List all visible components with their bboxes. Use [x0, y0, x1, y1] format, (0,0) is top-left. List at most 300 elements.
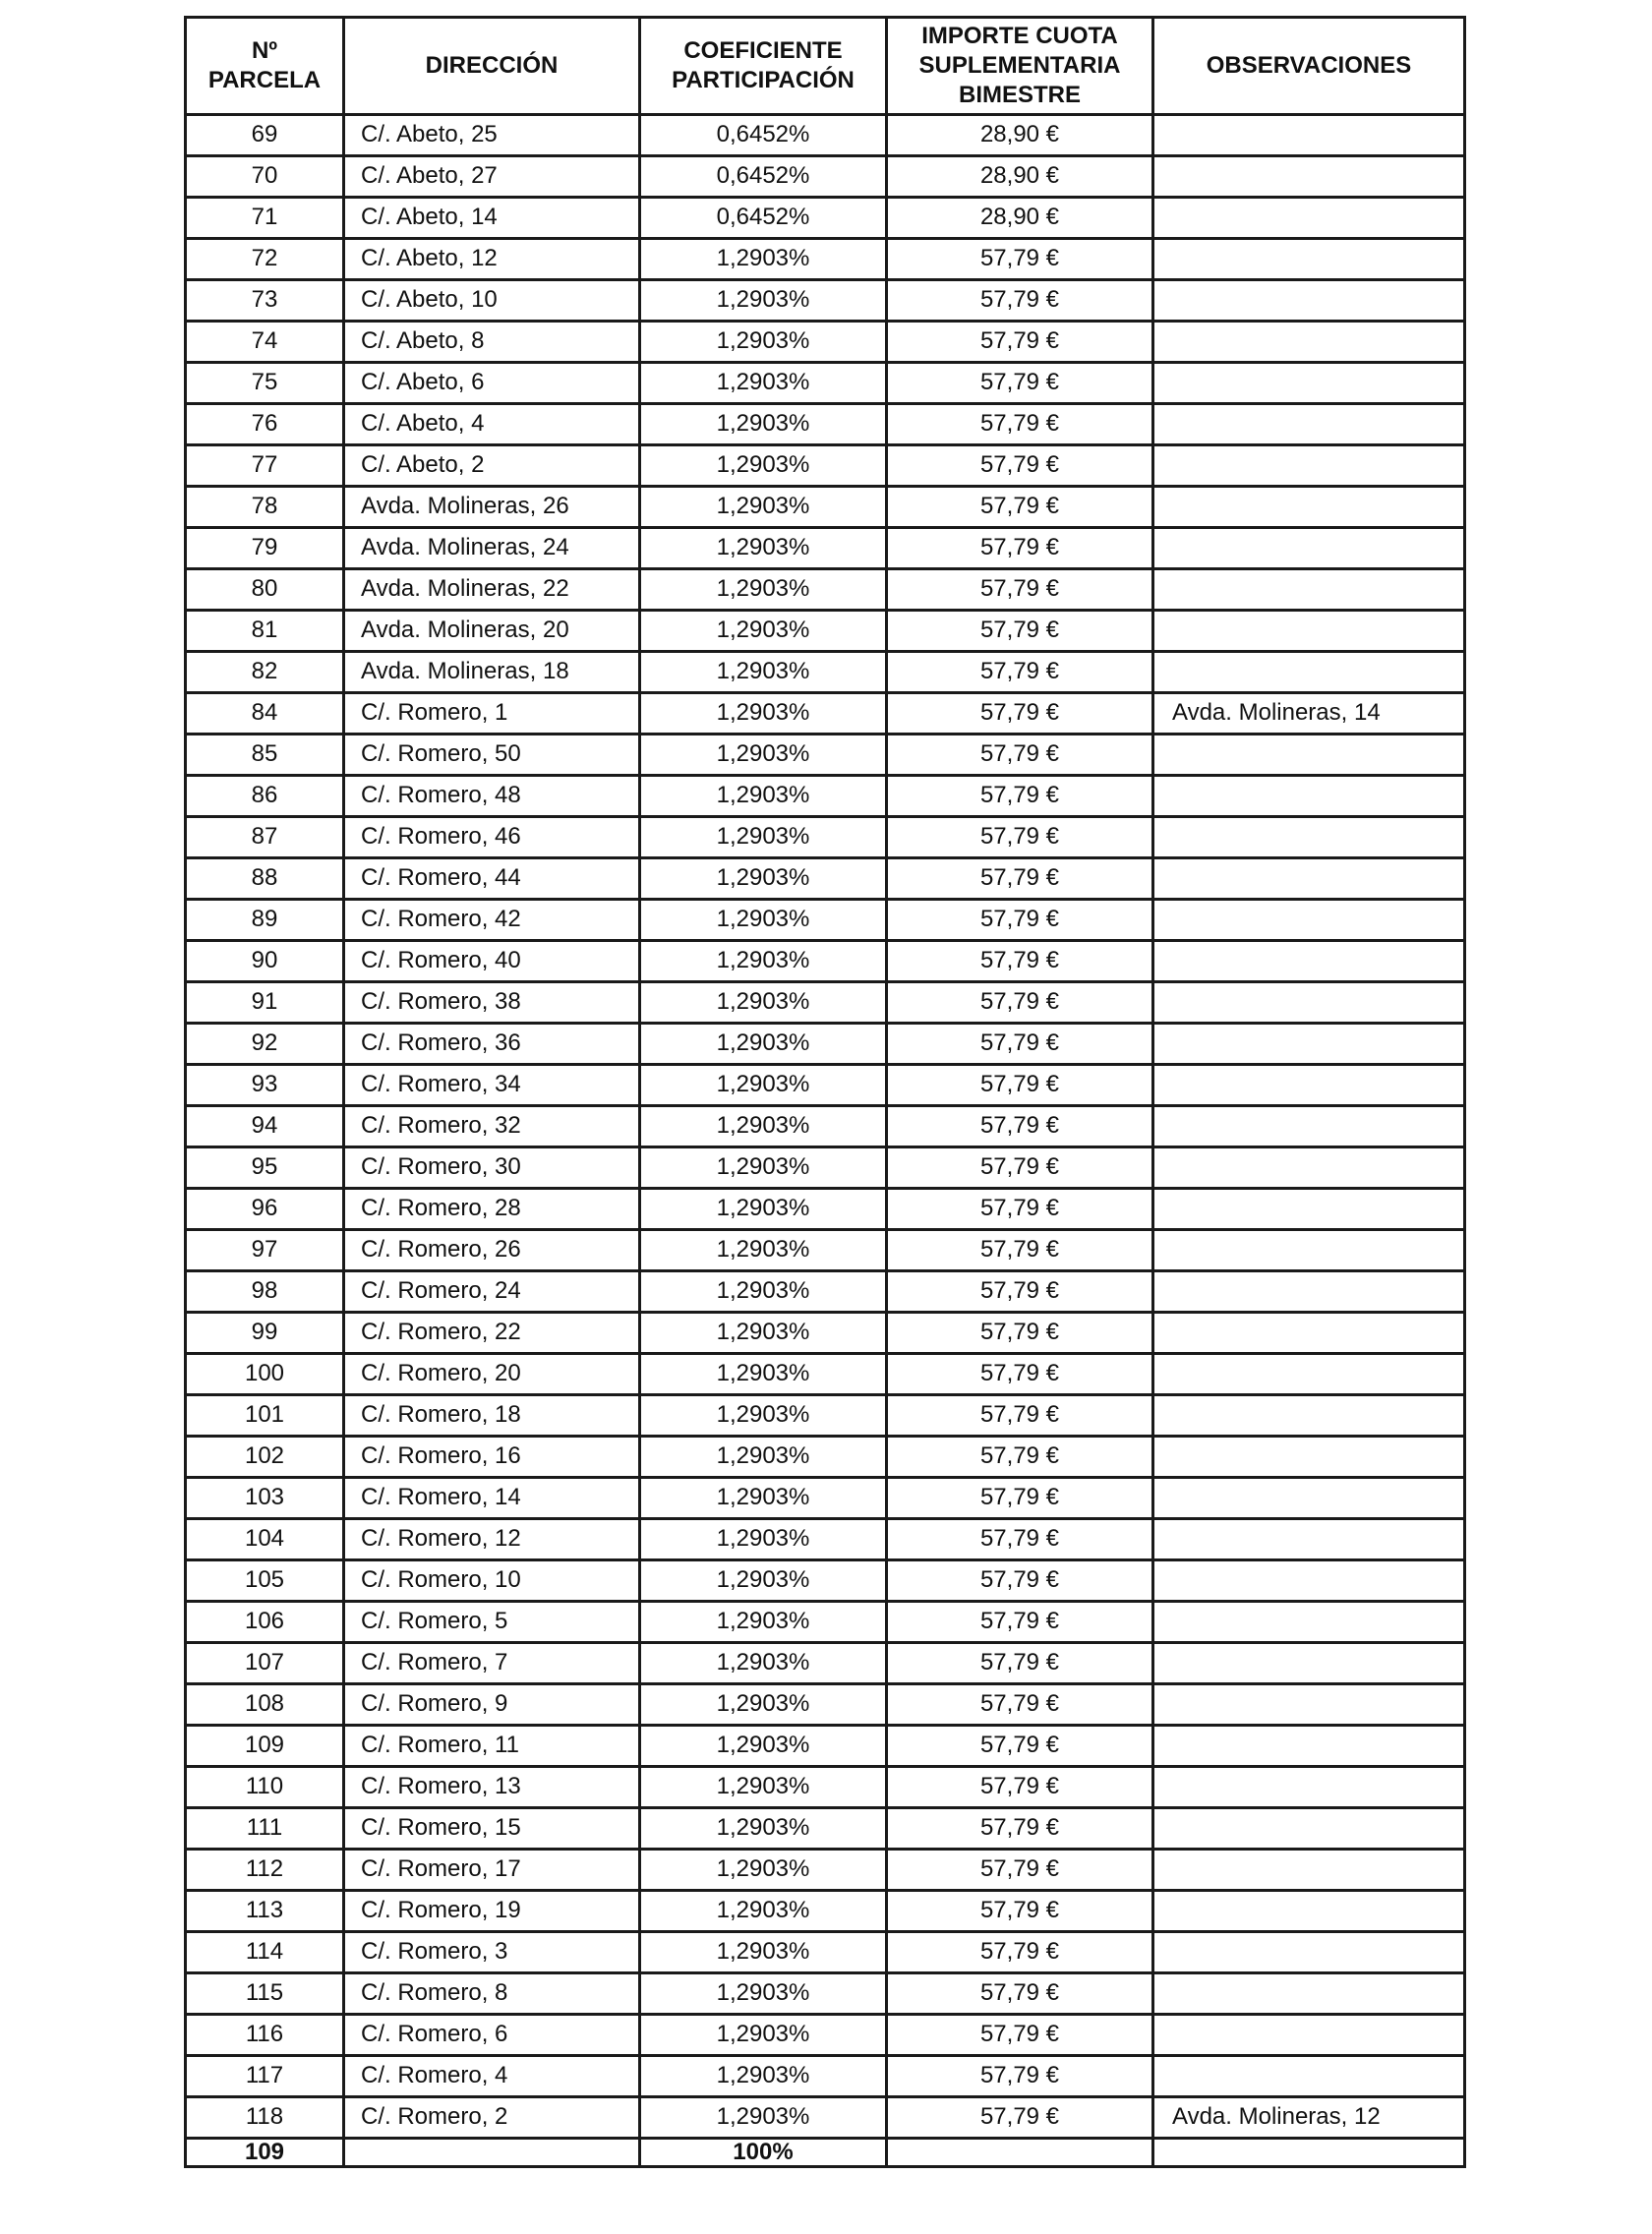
- table-row: [186, 1643, 1465, 1684]
- cell-observaciones: [1153, 322, 1465, 363]
- table-row: [186, 652, 1465, 693]
- table-row: [186, 569, 1465, 611]
- cell-importe: 57,79 €: [887, 569, 1153, 611]
- cell-importe: 57,79 €: [887, 1478, 1153, 1519]
- cell-observaciones: [1153, 198, 1465, 239]
- table-row: [186, 445, 1465, 487]
- cell-coeficiente: 1,2903%: [640, 1973, 887, 2015]
- cell-coeficiente: 1,2903%: [640, 1726, 887, 1767]
- table-row: [186, 1560, 1465, 1602]
- table-row: [186, 280, 1465, 322]
- cell-importe: 57,79 €: [887, 280, 1153, 322]
- table-row: [186, 2097, 1465, 2139]
- cell-importe: 57,79 €: [887, 1560, 1153, 1602]
- cell-coeficiente: 1,2903%: [640, 1643, 887, 1684]
- cell-direccion: C/. Abeto, 10: [344, 280, 640, 322]
- cell-importe: 28,90 €: [887, 115, 1153, 156]
- table-row: [186, 1106, 1465, 1147]
- table-row: [186, 1354, 1465, 1395]
- table-row: [186, 1932, 1465, 1973]
- cell-parcela: 84: [186, 693, 344, 735]
- cell-direccion: C/. Romero, 13: [344, 1767, 640, 1808]
- cell-parcela: 78: [186, 487, 344, 528]
- cell-coeficiente: 1,2903%: [640, 776, 887, 817]
- header-importe: IMPORTE CUOTA SUPLEMENTARIA BIMESTRE: [887, 18, 1153, 115]
- cell-direccion: C/. Abeto, 12: [344, 239, 640, 280]
- table-row: [186, 1230, 1465, 1271]
- cell-importe: 57,79 €: [887, 445, 1153, 487]
- header-direccion: DIRECCIÓN: [344, 18, 640, 115]
- cell-direccion: C/. Romero, 34: [344, 1065, 640, 1106]
- cell-coeficiente: 0,6452%: [640, 198, 887, 239]
- cell-importe: 57,79 €: [887, 1271, 1153, 1313]
- cell-direccion: C/. Romero, 36: [344, 1024, 640, 1065]
- cell-observaciones: [1153, 1189, 1465, 1230]
- cell-observaciones: [1153, 1932, 1465, 1973]
- cell-observaciones: [1153, 115, 1465, 156]
- cell-observaciones: [1153, 611, 1465, 652]
- cell-observaciones: [1153, 1271, 1465, 1313]
- cell-direccion: C/. Abeto, 25: [344, 115, 640, 156]
- cell-parcela: 89: [186, 900, 344, 941]
- cell-observaciones: [1153, 1891, 1465, 1932]
- cell-direccion: C/. Romero, 4: [344, 2056, 640, 2097]
- cell-observaciones: [1153, 1643, 1465, 1684]
- cell-parcela: 96: [186, 1189, 344, 1230]
- cell-importe: 57,79 €: [887, 1024, 1153, 1065]
- cell-parcela: 108: [186, 1684, 344, 1726]
- table-row: [186, 404, 1465, 445]
- cell-parcela: 74: [186, 322, 344, 363]
- total-parcela: 109: [186, 2139, 344, 2167]
- cell-parcela: 107: [186, 1643, 344, 1684]
- cell-parcela: 76: [186, 404, 344, 445]
- table-row: [186, 239, 1465, 280]
- cell-parcela: 88: [186, 858, 344, 900]
- total-importe: [887, 2139, 1153, 2167]
- cell-direccion: C/. Romero, 18: [344, 1395, 640, 1437]
- cell-importe: 57,79 €: [887, 941, 1153, 982]
- cell-importe: 57,79 €: [887, 1684, 1153, 1726]
- parcel-quota-table: [184, 16, 1466, 2168]
- table-row: [186, 1891, 1465, 1932]
- cell-coeficiente: 1,2903%: [640, 1932, 887, 1973]
- cell-parcela: 75: [186, 363, 344, 404]
- total-direccion: [344, 2139, 640, 2167]
- cell-parcela: 80: [186, 569, 344, 611]
- cell-coeficiente: 0,6452%: [640, 156, 887, 198]
- cell-importe: 57,79 €: [887, 858, 1153, 900]
- table-row: [186, 611, 1465, 652]
- cell-direccion: C/. Romero, 3: [344, 1932, 640, 1973]
- cell-coeficiente: 1,2903%: [640, 1560, 887, 1602]
- cell-direccion: C/. Romero, 11: [344, 1726, 640, 1767]
- cell-observaciones: [1153, 1354, 1465, 1395]
- table-footer: [186, 2139, 1465, 2167]
- table-row: [186, 1024, 1465, 1065]
- cell-coeficiente: 1,2903%: [640, 1808, 887, 1850]
- cell-observaciones: [1153, 900, 1465, 941]
- total-row: [186, 2139, 1465, 2167]
- cell-observaciones: [1153, 528, 1465, 569]
- cell-parcela: 109: [186, 1726, 344, 1767]
- cell-observaciones: [1153, 1602, 1465, 1643]
- cell-importe: 57,79 €: [887, 1354, 1153, 1395]
- cell-importe: 57,79 €: [887, 1313, 1153, 1354]
- cell-observaciones: [1153, 1024, 1465, 1065]
- cell-observaciones: [1153, 1106, 1465, 1147]
- cell-observaciones: [1153, 569, 1465, 611]
- cell-coeficiente: 1,2903%: [640, 363, 887, 404]
- cell-direccion: C/. Romero, 48: [344, 776, 640, 817]
- cell-direccion: C/. Romero, 24: [344, 1271, 640, 1313]
- cell-importe: 57,79 €: [887, 652, 1153, 693]
- cell-direccion: C/. Abeto, 6: [344, 363, 640, 404]
- cell-importe: 57,79 €: [887, 1230, 1153, 1271]
- table-row: [186, 1065, 1465, 1106]
- table-row: [186, 528, 1465, 569]
- cell-parcela: 91: [186, 982, 344, 1024]
- cell-direccion: Avda. Molineras, 22: [344, 569, 640, 611]
- cell-coeficiente: 1,2903%: [640, 1024, 887, 1065]
- cell-observaciones: [1153, 652, 1465, 693]
- cell-direccion: C/. Romero, 16: [344, 1437, 640, 1478]
- cell-importe: 57,79 €: [887, 1973, 1153, 2015]
- cell-coeficiente: 1,2903%: [640, 858, 887, 900]
- cell-parcela: 90: [186, 941, 344, 982]
- cell-importe: 57,79 €: [887, 1147, 1153, 1189]
- cell-direccion: C/. Romero, 32: [344, 1106, 640, 1147]
- cell-importe: 57,79 €: [887, 239, 1153, 280]
- table-row: [186, 1189, 1465, 1230]
- table-row: [186, 1726, 1465, 1767]
- cell-parcela: 97: [186, 1230, 344, 1271]
- cell-observaciones: [1153, 2056, 1465, 2097]
- cell-coeficiente: 1,2903%: [640, 404, 887, 445]
- header-observaciones: OBSERVACIONES: [1153, 18, 1465, 115]
- cell-parcela: 79: [186, 528, 344, 569]
- table-row: [186, 322, 1465, 363]
- cell-importe: 57,79 €: [887, 900, 1153, 941]
- cell-importe: 28,90 €: [887, 156, 1153, 198]
- total-observaciones: [1153, 2139, 1465, 2167]
- cell-observaciones: Avda. Molineras, 12: [1153, 2097, 1465, 2139]
- cell-importe: 57,79 €: [887, 1189, 1153, 1230]
- cell-direccion: C/. Romero, 30: [344, 1147, 640, 1189]
- cell-direccion: C/. Romero, 46: [344, 817, 640, 858]
- cell-importe: 57,79 €: [887, 1065, 1153, 1106]
- cell-parcela: 104: [186, 1519, 344, 1560]
- cell-parcela: 92: [186, 1024, 344, 1065]
- cell-parcela: 98: [186, 1271, 344, 1313]
- cell-observaciones: [1153, 817, 1465, 858]
- cell-coeficiente: 1,2903%: [640, 1437, 887, 1478]
- table-header: [186, 18, 1465, 115]
- cell-coeficiente: 1,2903%: [640, 1519, 887, 1560]
- cell-coeficiente: 1,2903%: [640, 569, 887, 611]
- cell-direccion: C/. Romero, 50: [344, 735, 640, 776]
- cell-coeficiente: 1,2903%: [640, 1106, 887, 1147]
- cell-direccion: C/. Romero, 15: [344, 1808, 640, 1850]
- cell-coeficiente: 1,2903%: [640, 2097, 887, 2139]
- cell-importe: 57,79 €: [887, 982, 1153, 1024]
- cell-importe: 57,79 €: [887, 363, 1153, 404]
- table-row: [186, 198, 1465, 239]
- cell-direccion: Avda. Molineras, 26: [344, 487, 640, 528]
- cell-observaciones: [1153, 858, 1465, 900]
- cell-parcela: 77: [186, 445, 344, 487]
- cell-coeficiente: 1,2903%: [640, 322, 887, 363]
- cell-coeficiente: 1,2903%: [640, 1395, 887, 1437]
- header-row: [186, 18, 1465, 115]
- cell-parcela: 72: [186, 239, 344, 280]
- cell-observaciones: [1153, 280, 1465, 322]
- cell-observaciones: [1153, 735, 1465, 776]
- cell-direccion: C/. Abeto, 8: [344, 322, 640, 363]
- cell-direccion: C/. Abeto, 2: [344, 445, 640, 487]
- cell-importe: 57,79 €: [887, 1850, 1153, 1891]
- table-row: [186, 858, 1465, 900]
- cell-coeficiente: 1,2903%: [640, 487, 887, 528]
- cell-observaciones: [1153, 1973, 1465, 2015]
- cell-direccion: Avda. Molineras, 24: [344, 528, 640, 569]
- cell-parcela: 117: [186, 2056, 344, 2097]
- cell-parcela: 69: [186, 115, 344, 156]
- cell-direccion: C/. Romero, 14: [344, 1478, 640, 1519]
- cell-importe: 57,79 €: [887, 1519, 1153, 1560]
- cell-coeficiente: 1,2903%: [640, 693, 887, 735]
- cell-direccion: C/. Romero, 20: [344, 1354, 640, 1395]
- table-row: [186, 982, 1465, 1024]
- table-row: [186, 693, 1465, 735]
- cell-coeficiente: 1,2903%: [640, 1189, 887, 1230]
- cell-direccion: C/. Romero, 42: [344, 900, 640, 941]
- cell-coeficiente: 1,2903%: [640, 1850, 887, 1891]
- cell-coeficiente: 1,2903%: [640, 2056, 887, 2097]
- cell-importe: 57,79 €: [887, 776, 1153, 817]
- cell-direccion: Avda. Molineras, 18: [344, 652, 640, 693]
- cell-coeficiente: 1,2903%: [640, 2015, 887, 2056]
- cell-coeficiente: 1,2903%: [640, 1271, 887, 1313]
- cell-parcela: 103: [186, 1478, 344, 1519]
- cell-observaciones: [1153, 1230, 1465, 1271]
- header-parcela: Nº PARCELA: [186, 18, 344, 115]
- cell-parcela: 101: [186, 1395, 344, 1437]
- cell-parcela: 102: [186, 1437, 344, 1478]
- table-row: [186, 1973, 1465, 2015]
- cell-direccion: Avda. Molineras, 20: [344, 611, 640, 652]
- cell-parcela: 73: [186, 280, 344, 322]
- cell-direccion: C/. Romero, 38: [344, 982, 640, 1024]
- cell-importe: 57,79 €: [887, 1395, 1153, 1437]
- cell-direccion: C/. Romero, 28: [344, 1189, 640, 1230]
- cell-direccion: C/. Romero, 9: [344, 1684, 640, 1726]
- cell-coeficiente: 1,2903%: [640, 941, 887, 982]
- cell-parcela: 113: [186, 1891, 344, 1932]
- cell-observaciones: [1153, 1767, 1465, 1808]
- cell-coeficiente: 1,2903%: [640, 982, 887, 1024]
- table-row: [186, 1602, 1465, 1643]
- cell-direccion: C/. Romero, 22: [344, 1313, 640, 1354]
- cell-coeficiente: 1,2903%: [640, 735, 887, 776]
- total-coeficiente: 100%: [640, 2139, 887, 2167]
- cell-importe: 57,79 €: [887, 1932, 1153, 1973]
- cell-parcela: 93: [186, 1065, 344, 1106]
- cell-coeficiente: 1,2903%: [640, 817, 887, 858]
- table-row: [186, 1519, 1465, 1560]
- table-body: [186, 115, 1465, 2139]
- cell-parcela: 100: [186, 1354, 344, 1395]
- cell-coeficiente: 1,2903%: [640, 1767, 887, 1808]
- cell-coeficiente: 1,2903%: [640, 1684, 887, 1726]
- cell-importe: 57,79 €: [887, 1106, 1153, 1147]
- cell-importe: 57,79 €: [887, 2015, 1153, 2056]
- cell-direccion: C/. Romero, 17: [344, 1850, 640, 1891]
- cell-observaciones: Avda. Molineras, 14: [1153, 693, 1465, 735]
- cell-parcela: 82: [186, 652, 344, 693]
- cell-direccion: C/. Romero, 10: [344, 1560, 640, 1602]
- cell-coeficiente: 1,2903%: [640, 652, 887, 693]
- cell-observaciones: [1153, 1726, 1465, 1767]
- cell-parcela: 95: [186, 1147, 344, 1189]
- table-row: [186, 156, 1465, 198]
- cell-coeficiente: 1,2903%: [640, 445, 887, 487]
- cell-importe: 28,90 €: [887, 198, 1153, 239]
- cell-parcela: 85: [186, 735, 344, 776]
- cell-parcela: 86: [186, 776, 344, 817]
- cell-importe: 57,79 €: [887, 322, 1153, 363]
- cell-importe: 57,79 €: [887, 2056, 1153, 2097]
- cell-parcela: 87: [186, 817, 344, 858]
- cell-observaciones: [1153, 1850, 1465, 1891]
- cell-parcela: 71: [186, 198, 344, 239]
- cell-coeficiente: 1,2903%: [640, 611, 887, 652]
- cell-importe: 57,79 €: [887, 735, 1153, 776]
- cell-parcela: 99: [186, 1313, 344, 1354]
- cell-observaciones: [1153, 363, 1465, 404]
- cell-parcela: 94: [186, 1106, 344, 1147]
- cell-observaciones: [1153, 156, 1465, 198]
- cell-observaciones: [1153, 445, 1465, 487]
- cell-direccion: C/. Romero, 26: [344, 1230, 640, 1271]
- cell-coeficiente: 0,6452%: [640, 115, 887, 156]
- cell-observaciones: [1153, 941, 1465, 982]
- cell-importe: 57,79 €: [887, 1808, 1153, 1850]
- table-row: [186, 1313, 1465, 1354]
- cell-parcela: 115: [186, 1973, 344, 2015]
- table-row: [186, 1478, 1465, 1519]
- cell-observaciones: [1153, 776, 1465, 817]
- table-row: [186, 2015, 1465, 2056]
- cell-coeficiente: 1,2903%: [640, 1891, 887, 1932]
- table-row: [186, 363, 1465, 404]
- cell-importe: 57,79 €: [887, 1643, 1153, 1684]
- cell-observaciones: [1153, 1519, 1465, 1560]
- cell-direccion: C/. Romero, 6: [344, 2015, 640, 2056]
- cell-coeficiente: 1,2903%: [640, 1147, 887, 1189]
- cell-observaciones: [1153, 239, 1465, 280]
- cell-observaciones: [1153, 1065, 1465, 1106]
- cell-coeficiente: 1,2903%: [640, 528, 887, 569]
- cell-coeficiente: 1,2903%: [640, 1354, 887, 1395]
- header-coeficiente: COEFICIENTE PARTICIPACIÓN: [640, 18, 887, 115]
- cell-observaciones: [1153, 1147, 1465, 1189]
- cell-coeficiente: 1,2903%: [640, 239, 887, 280]
- table-row: [186, 115, 1465, 156]
- cell-parcela: 70: [186, 156, 344, 198]
- cell-importe: 57,79 €: [887, 1726, 1153, 1767]
- table-row: [186, 1850, 1465, 1891]
- cell-direccion: C/. Romero, 7: [344, 1643, 640, 1684]
- cell-direccion: C/. Romero, 1: [344, 693, 640, 735]
- cell-coeficiente: 1,2903%: [640, 1602, 887, 1643]
- cell-direccion: C/. Romero, 19: [344, 1891, 640, 1932]
- table-row: [186, 1395, 1465, 1437]
- cell-parcela: 116: [186, 2015, 344, 2056]
- cell-direccion: C/. Romero, 44: [344, 858, 640, 900]
- cell-coeficiente: 1,2903%: [640, 1230, 887, 1271]
- table-row: [186, 1437, 1465, 1478]
- cell-direccion: C/. Romero, 40: [344, 941, 640, 982]
- cell-coeficiente: 1,2903%: [640, 1478, 887, 1519]
- table-row: [186, 487, 1465, 528]
- cell-observaciones: [1153, 1684, 1465, 1726]
- cell-direccion: C/. Romero, 2: [344, 2097, 640, 2139]
- cell-observaciones: [1153, 1437, 1465, 1478]
- cell-importe: 57,79 €: [887, 1602, 1153, 1643]
- cell-importe: 57,79 €: [887, 693, 1153, 735]
- cell-direccion: C/. Abeto, 4: [344, 404, 640, 445]
- cell-importe: 57,79 €: [887, 817, 1153, 858]
- cell-importe: 57,79 €: [887, 1437, 1153, 1478]
- cell-importe: 57,79 €: [887, 404, 1153, 445]
- cell-observaciones: [1153, 1313, 1465, 1354]
- table-row: [186, 735, 1465, 776]
- table-row: [186, 817, 1465, 858]
- cell-parcela: 111: [186, 1808, 344, 1850]
- cell-observaciones: [1153, 1478, 1465, 1519]
- cell-observaciones: [1153, 2015, 1465, 2056]
- cell-importe: 57,79 €: [887, 1767, 1153, 1808]
- table-row: [186, 1767, 1465, 1808]
- cell-coeficiente: 1,2903%: [640, 1065, 887, 1106]
- cell-coeficiente: 1,2903%: [640, 1313, 887, 1354]
- cell-parcela: 114: [186, 1932, 344, 1973]
- cell-observaciones: [1153, 1808, 1465, 1850]
- cell-observaciones: [1153, 982, 1465, 1024]
- table-row: [186, 1147, 1465, 1189]
- cell-direccion: C/. Abeto, 14: [344, 198, 640, 239]
- cell-importe: 57,79 €: [887, 611, 1153, 652]
- cell-importe: 57,79 €: [887, 487, 1153, 528]
- cell-direccion: C/. Romero, 12: [344, 1519, 640, 1560]
- cell-direccion: C/. Romero, 8: [344, 1973, 640, 2015]
- cell-coeficiente: 1,2903%: [640, 280, 887, 322]
- cell-importe: 57,79 €: [887, 1891, 1153, 1932]
- cell-parcela: 106: [186, 1602, 344, 1643]
- cell-observaciones: [1153, 1395, 1465, 1437]
- cell-parcela: 81: [186, 611, 344, 652]
- cell-coeficiente: 1,2903%: [640, 900, 887, 941]
- cell-parcela: 118: [186, 2097, 344, 2139]
- cell-observaciones: [1153, 1560, 1465, 1602]
- cell-parcela: 110: [186, 1767, 344, 1808]
- table-row: [186, 2056, 1465, 2097]
- table-row: [186, 941, 1465, 982]
- cell-observaciones: [1153, 404, 1465, 445]
- cell-importe: 57,79 €: [887, 2097, 1153, 2139]
- cell-direccion: C/. Abeto, 27: [344, 156, 640, 198]
